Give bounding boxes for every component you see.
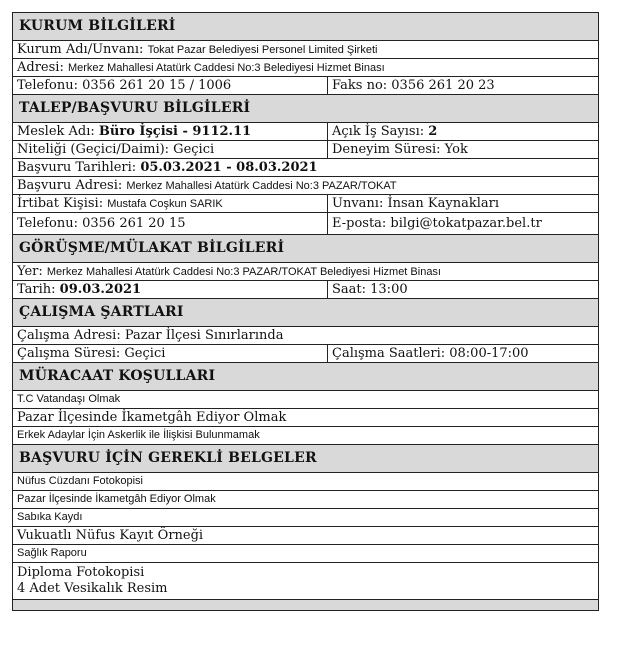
basvuru-adres-row: [13, 177, 598, 195]
basvuru-tarih-value: 05.03.2021 - 08.03.2021: [140, 160, 318, 175]
muracaat-item-text: Pazar İlçesinde İkametgâh Ediyor Olmak: [17, 410, 287, 425]
belge-item-text: Nüfus Cüzdanı Fotokopisi: [17, 475, 143, 487]
section-title-talep: TALEP/BAŞVURU BİLGİLERİ: [13, 95, 598, 123]
acik-is-cell: [328, 123, 598, 140]
belge-item-text: Sabıka Kaydı: [17, 511, 83, 523]
muracaat-item-text: Erkek Adaylar İçin Askerlik ile İlişkisi Bulunmamak: [17, 429, 260, 441]
muracaat-item: [13, 409, 598, 427]
unvani: Unvanı: İnsan Kaynakları: [332, 196, 499, 211]
basvuru-adres-label: Başvuru Adresi:: [17, 178, 127, 193]
irtibat-label: İrtibat Kişisi:: [17, 196, 108, 211]
acik-is-label: Açık İş Sayısı:: [332, 124, 429, 139]
section-title-muracaat: MÜRACAAT KOŞULLARI: [13, 363, 598, 391]
basvuru-adres-cell: [13, 177, 598, 194]
deneyim: Deneyim Süresi: Yok: [332, 142, 468, 157]
belge-item: [13, 527, 598, 545]
niteligi: Niteliği (Geçici/Daimi): Geçici: [13, 141, 328, 158]
kurum-telefon: Telefonu: 0356 261 20 15 / 1006: [13, 77, 328, 94]
muracaat-item-text: T.C Vatandaşı Olmak: [17, 393, 121, 405]
kurum-ad-row: [13, 41, 598, 59]
meslek-label: Meslek Adı:: [17, 124, 99, 139]
basvuru-tarih-label: Başvuru Tarihleri:: [17, 160, 141, 175]
section-title-belgeler: BAŞVURU İÇİN GEREKLİ BELGELER: [13, 445, 598, 473]
meslek-row: [13, 123, 598, 141]
section-title-gorusme: GÖRÜŞME/MÜLAKAT BİLGİLERİ: [13, 235, 598, 263]
basvuru-tarih-cell: [13, 159, 598, 176]
muracaat-item: [13, 427, 598, 445]
belge-item-text: Vukuatlı Nüfus Kayıt Örneği: [17, 528, 204, 543]
muracaat-item: [13, 391, 598, 409]
basvuru-tarih-row: [13, 159, 598, 177]
kurum-adres-row: [13, 59, 598, 77]
calisma-adres: Çalışma Adresi: Pazar İlçesi Sınırlarında: [17, 328, 284, 343]
eposta: E-posta: bilgi@tokatpazar.bel.tr: [332, 216, 542, 231]
section-title-calisma: ÇALIŞMA ŞARTLARI: [13, 299, 598, 327]
belge-item-text: Diploma Fotokopisi: [17, 565, 145, 580]
belge-item: [13, 473, 598, 491]
talep-telefon-row: [13, 213, 598, 235]
belge-item-text: Pazar İlçesinde İkametgâh Ediyor Olmak: [17, 493, 216, 505]
belge-item: [13, 491, 598, 509]
irtibat-row: [13, 195, 598, 213]
kurum-adres-label: Adresi:: [17, 60, 68, 75]
gorusme-saat: Saat: 13:00: [332, 282, 408, 297]
gorusme-tarih-cell: [13, 281, 328, 298]
calisma-sure-row: [13, 345, 598, 363]
kurum-ad-value: Tokat Pazar Belediyesi Personel Limited Şirketi: [147, 44, 378, 56]
gorusme-yer-row: [13, 263, 598, 281]
kurum-adres-value: Merkez Mahallesi Atatürk Caddesi No:3 Belediyesi Hizmet Binası: [67, 62, 385, 74]
kurum-telefon-row: [13, 77, 598, 95]
gorusme-yer-label: Yer:: [17, 264, 47, 279]
calisma-adres-row: [13, 327, 598, 345]
irtibat-cell: [13, 195, 328, 212]
calisma-saatleri: Çalışma Saatleri: 08:00-17:00: [332, 346, 529, 361]
gorusme-yer-value: Merkez Mahallesi Atatürk Caddesi No:3 PAZAR/TOKAT Belediyesi Hizmet Binası: [46, 266, 441, 278]
kurum-faks: Faks no: 0356 261 20 23: [332, 78, 495, 93]
meslek-value: Büro İşçisi - 9112.11: [98, 124, 252, 139]
belge-item: [13, 509, 598, 527]
acik-is-value: 2: [428, 124, 438, 139]
calisma-sure: Çalışma Süresi: Geçici: [13, 345, 328, 362]
nitelik-row: [13, 141, 598, 159]
irtibat-value: Mustafa Coşkun SARIK: [107, 198, 223, 210]
section-divider: [13, 600, 598, 610]
basvuru-adres-value: Merkez Mahallesi Atatürk Caddesi No:3 PAZAR/TOKAT: [126, 180, 397, 192]
gorusme-yer-cell: [13, 263, 598, 280]
talep-telefon: Telefonu: 0356 261 20 15: [13, 213, 328, 234]
gorusme-tarih-row: [13, 281, 598, 299]
belge-item-text: 4 Adet Vesikalık Resim: [17, 581, 168, 596]
belge-item: [13, 545, 598, 563]
gorusme-tarih-label: Tarih:: [17, 282, 60, 297]
gorusme-tarih-value: 09.03.2021: [59, 282, 142, 297]
kurum-ad-label: Kurum Adı/Unvanı:: [17, 42, 148, 57]
kurum-ad-cell: [13, 41, 598, 58]
kurum-adres-cell: [13, 59, 598, 76]
belge-item-text: Sağlık Raporu: [17, 547, 87, 559]
application-form: [12, 12, 599, 611]
meslek-cell: [13, 123, 328, 140]
section-title-kurum: KURUM BİLGİLERİ: [13, 13, 598, 41]
belge-multi-cell: [13, 563, 598, 600]
